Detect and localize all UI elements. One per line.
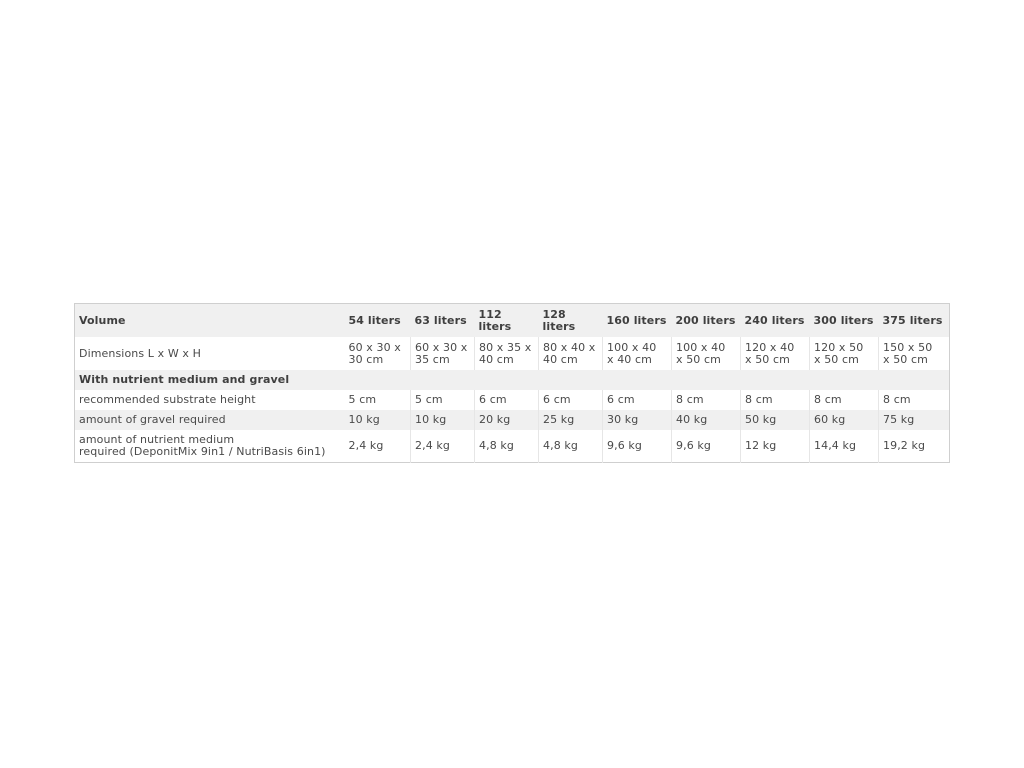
table-cell: 75 kg xyxy=(879,410,950,430)
row-label: recommended substrate height xyxy=(75,390,345,410)
table-cell: 8 cm xyxy=(810,390,879,410)
table-cell: 8 cm xyxy=(879,390,950,410)
table-cell: 2,4 kg xyxy=(345,430,411,463)
table-cell: 12 kg xyxy=(741,430,810,463)
table-cell: 60 x 30 x 30 cm xyxy=(345,337,411,370)
table-cell: 20 kg xyxy=(475,410,539,430)
header-cell: 160 liters xyxy=(603,304,672,338)
table-cell: 150 x 50 x 50 cm xyxy=(879,337,950,370)
aquarium-spec-table xyxy=(74,303,950,463)
table-cell: 25 kg xyxy=(539,410,603,430)
table-cell: 8 cm xyxy=(672,390,741,410)
table-cell: 9,6 kg xyxy=(603,430,672,463)
section-title: With nutrient medium and gravel xyxy=(75,370,950,390)
table-cell: 30 kg xyxy=(603,410,672,430)
table-cell: 120 x 40 x 50 cm xyxy=(741,337,810,370)
table-cell: 6 cm xyxy=(539,390,603,410)
table-cell: 100 x 40 x 50 cm xyxy=(672,337,741,370)
table-row-nutrient xyxy=(75,430,950,463)
header-cell: 240 liters xyxy=(741,304,810,338)
table-cell: 100 x 40 x 40 cm xyxy=(603,337,672,370)
header-cell: 112 liters xyxy=(475,304,539,338)
row-label: Dimensions L x W x H xyxy=(75,337,345,370)
table-cell: 40 kg xyxy=(672,410,741,430)
header-cell: 128 liters xyxy=(539,304,603,338)
table-cell: 10 kg xyxy=(411,410,475,430)
header-label: Volume xyxy=(75,304,345,338)
table-cell: 50 kg xyxy=(741,410,810,430)
row-label: amount of gravel required xyxy=(75,410,345,430)
table-cell: 80 x 35 x 40 cm xyxy=(475,337,539,370)
header-cell: 300 liters xyxy=(810,304,879,338)
table-row-dimensions xyxy=(75,337,950,370)
table-row-substrate-height xyxy=(75,390,950,410)
table-header-row xyxy=(75,304,950,338)
header-cell: 63 liters xyxy=(411,304,475,338)
table-cell: 14,4 kg xyxy=(810,430,879,463)
table-cell: 6 cm xyxy=(603,390,672,410)
table-cell: 4,8 kg xyxy=(539,430,603,463)
table-cell: 6 cm xyxy=(475,390,539,410)
header-cell: 54 liters xyxy=(345,304,411,338)
table-cell: 19,2 kg xyxy=(879,430,950,463)
table-cell: 10 kg xyxy=(345,410,411,430)
spec-table-container xyxy=(74,303,949,463)
row-label: amount of nutrient medium required (DeponitMix 9in1 / NutriBasis 6in1) xyxy=(75,430,345,463)
table-cell: 9,6 kg xyxy=(672,430,741,463)
table-row-gravel xyxy=(75,410,950,430)
table-section-row xyxy=(75,370,950,390)
table-cell: 8 cm xyxy=(741,390,810,410)
table-cell: 60 kg xyxy=(810,410,879,430)
table-cell: 2,4 kg xyxy=(411,430,475,463)
table-cell: 120 x 50 x 50 cm xyxy=(810,337,879,370)
table-cell: 5 cm xyxy=(411,390,475,410)
table-cell: 80 x 40 x 40 cm xyxy=(539,337,603,370)
table-cell: 4,8 kg xyxy=(475,430,539,463)
header-cell: 200 liters xyxy=(672,304,741,338)
header-cell: 375 liters xyxy=(879,304,950,338)
table-cell: 60 x 30 x 35 cm xyxy=(411,337,475,370)
table-cell: 5 cm xyxy=(345,390,411,410)
